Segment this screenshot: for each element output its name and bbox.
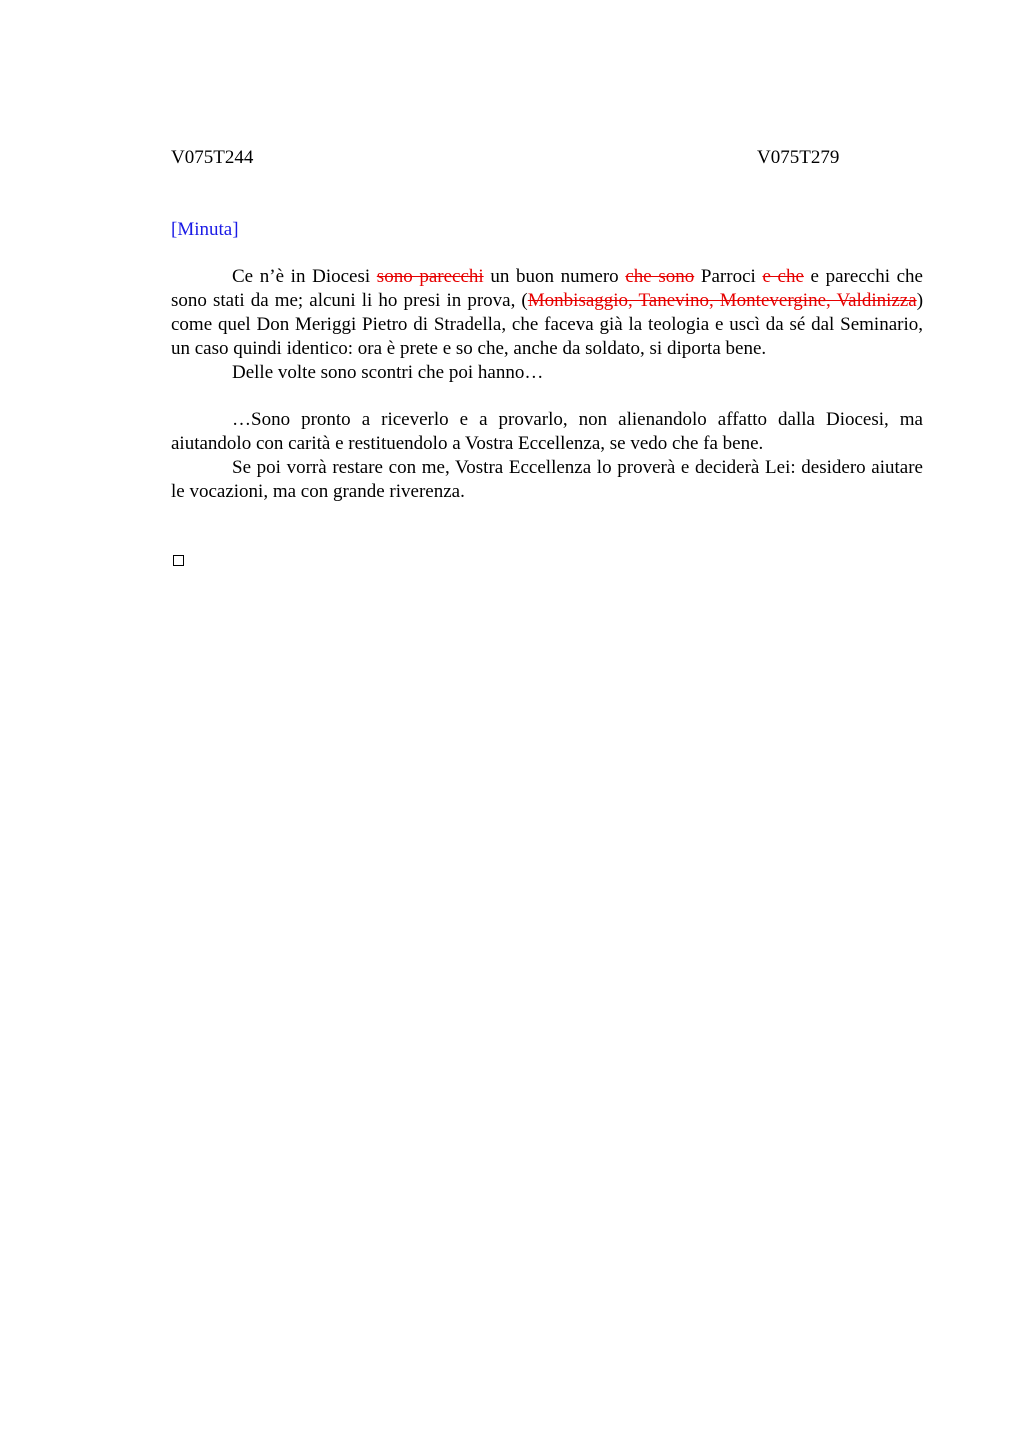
paragraph-1 (171, 265, 923, 361)
text-segment: ) come quel Don Meriggi Pietro di Stradella, che faceva già la teologia e uscì da sé dal Seminario, un caso quindi identico: ora è prete e so che, anche da soldato, si diporta bene. (171, 290, 924, 359)
deleted-text: e che (762, 266, 804, 287)
text-segment: Parroci (694, 266, 763, 287)
paragraph-2: Delle volte sono scontri che poi hanno… (232, 362, 544, 383)
document-reference-left: V075T244 (171, 147, 254, 168)
letter-body (171, 265, 923, 504)
paragraph-4: Se poi vorrà restare con me, Vostra Eccellenza lo proverà e deciderà Lei: desidero aiutare le vocazioni, ma con grande riverenza. (171, 457, 923, 502)
deleted-text: che sono (625, 266, 695, 287)
deleted-text: Monbisaggio, Tanevino, Montevergine, Valdinizza (527, 290, 917, 311)
paragraph-3: …Sono pronto a riceverlo e a provarlo, non alienandolo affatto dalla Diocesi, ma aiutandolo con carità e restituendolo a Vostra Eccellenza, se vedo che fa bene. (171, 409, 923, 454)
deleted-text: sono parecchi (376, 266, 484, 287)
document-reference-right: V075T279 (757, 147, 840, 168)
document-heading: [Minuta] (171, 219, 239, 240)
text-segment: e parecchi che sono stati da me; alcuni li ho presi in prova, ( (171, 266, 923, 311)
text-segment: Ce n’è in Diocesi (232, 266, 377, 287)
paragraph-gap (171, 385, 923, 408)
text-segment: un buon numero (483, 266, 626, 287)
square-icon (173, 555, 184, 566)
